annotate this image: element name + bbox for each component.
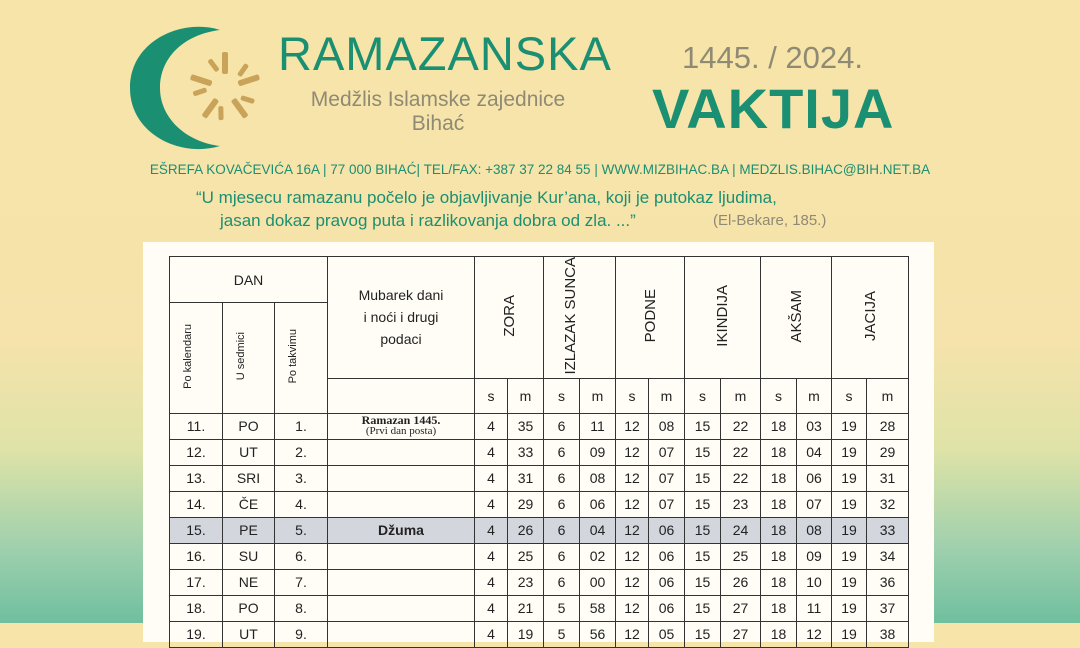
time-hours: 12	[616, 413, 649, 439]
time-minutes: 24	[721, 517, 761, 543]
prayer-header-ikindija	[685, 257, 761, 379]
table-row	[170, 543, 909, 569]
time-minutes: 03	[797, 413, 832, 439]
m-label: m	[508, 378, 544, 413]
time-minutes: 12	[797, 621, 832, 647]
time-hours: 18	[761, 517, 797, 543]
time-minutes: 00	[580, 569, 616, 595]
col-calendar-label: Po kalendaru	[182, 323, 194, 389]
time-hours: 19	[832, 465, 867, 491]
time-minutes: 06	[649, 595, 685, 621]
contact-line: EŠREFA KOVAČEVIĆA 16A | 77 000 BIHAĆ| TEL/FAX: +387 37 22 84 55 | WWW.MIZBIHAC.BA | MEDZLIS.BIHAC@BIH.NET.BA	[149, 162, 931, 177]
time-minutes: 23	[721, 491, 761, 517]
time-hours: 18	[761, 595, 797, 621]
time-hours: 6	[544, 413, 580, 439]
time-minutes: 38	[867, 621, 909, 647]
time-hours: 19	[832, 569, 867, 595]
col-count-header	[275, 303, 328, 414]
s-label: s	[475, 378, 508, 413]
time-hours: 19	[832, 439, 867, 465]
time-hours: 18	[761, 621, 797, 647]
time-minutes: 06	[649, 543, 685, 569]
note-subtitle: (Prvi dan posta)	[365, 425, 437, 438]
note-cell	[328, 465, 475, 491]
time-minutes: 06	[580, 491, 616, 517]
subtitle-line-1: Medžlis Islamske zajednice	[310, 88, 566, 111]
ramadan-day: 1.	[275, 413, 328, 439]
subtitle	[278, 88, 598, 136]
time-minutes: 08	[797, 517, 832, 543]
notes-header	[328, 257, 475, 379]
time-minutes: 07	[797, 491, 832, 517]
time-minutes: 58	[580, 595, 616, 621]
time-minutes: 26	[721, 569, 761, 595]
calendar-date: 15.	[170, 517, 223, 543]
time-hours: 5	[544, 621, 580, 647]
time-minutes: 26	[508, 517, 544, 543]
time-hours: 4	[475, 491, 508, 517]
notes-header-line-2: i noći i drugi	[363, 309, 439, 326]
ramadan-day: 9.	[275, 621, 328, 647]
ramadan-day: 7.	[275, 569, 328, 595]
time-minutes: 25	[721, 543, 761, 569]
prayer-header-izlazak	[544, 257, 616, 379]
table-row	[170, 595, 909, 621]
m-label: m	[721, 378, 761, 413]
time-hours: 15	[685, 439, 721, 465]
vaktija-title: VAKTIJA	[652, 77, 895, 140]
weekday: SU	[223, 543, 275, 569]
col-calendar-header	[170, 303, 223, 414]
time-minutes: 08	[580, 465, 616, 491]
time-hours: 4	[475, 621, 508, 647]
time-hours: 12	[616, 491, 649, 517]
time-minutes: 02	[580, 543, 616, 569]
time-minutes: 07	[649, 439, 685, 465]
time-minutes: 06	[797, 465, 832, 491]
time-minutes: 11	[580, 413, 616, 439]
time-hours: 6	[544, 517, 580, 543]
time-minutes: 22	[721, 413, 761, 439]
table-row	[170, 569, 909, 595]
calendar-date: 18.	[170, 595, 223, 621]
note-cell	[328, 595, 475, 621]
time-hours: 18	[761, 543, 797, 569]
time-minutes: 27	[721, 621, 761, 647]
weekday: PO	[223, 595, 275, 621]
note-title: Ramazan 1445.	[361, 413, 441, 428]
time-minutes: 22	[721, 439, 761, 465]
prayer-header-jacija	[832, 257, 909, 379]
prayer-header-aksam	[761, 257, 832, 379]
time-hours: 12	[616, 595, 649, 621]
time-hours: 6	[544, 439, 580, 465]
time-minutes: 31	[508, 465, 544, 491]
time-minutes: 27	[721, 595, 761, 621]
time-minutes: 07	[649, 491, 685, 517]
time-minutes: 29	[867, 439, 909, 465]
time-hours: 4	[475, 517, 508, 543]
time-hours: 4	[475, 413, 508, 439]
time-minutes: 37	[867, 595, 909, 621]
time-hours: 15	[685, 517, 721, 543]
time-minutes: 22	[721, 465, 761, 491]
weekday: SRI	[223, 465, 275, 491]
time-minutes: 33	[867, 517, 909, 543]
crescent-star-logo-icon	[128, 26, 263, 150]
time-hours: 6	[544, 465, 580, 491]
weekday: PO	[223, 413, 275, 439]
page-title: RAMAZANSKA	[278, 27, 612, 80]
note-label: Džuma	[378, 522, 424, 539]
note-cell	[328, 439, 475, 465]
time-hours: 4	[475, 595, 508, 621]
time-minutes: 28	[867, 413, 909, 439]
time-hours: 19	[832, 413, 867, 439]
quote-line-1: “U mjesecu ramazanu počelo je objavljivanje Kur’ana, koji je putokaz ljudima,	[196, 188, 777, 207]
time-minutes: 25	[508, 543, 544, 569]
time-hours: 12	[616, 543, 649, 569]
year: 1445. / 2024.	[682, 40, 863, 75]
m-label: m	[797, 378, 832, 413]
notes-header-line-3: podaci	[380, 331, 422, 348]
dan-header: DAN	[170, 257, 328, 303]
calendar-date: 17.	[170, 569, 223, 595]
time-hours: 15	[685, 491, 721, 517]
quote-line-2: jasan dokaz pravog puta i razlikovanja dobra od zla. ...”	[220, 211, 636, 230]
time-hours: 19	[832, 517, 867, 543]
time-minutes: 23	[508, 569, 544, 595]
prayer-label-jacija: JACIJA	[861, 290, 879, 341]
time-hours: 18	[761, 569, 797, 595]
time-minutes: 29	[508, 491, 544, 517]
table-row	[170, 621, 909, 647]
time-minutes: 09	[797, 543, 832, 569]
prayer-label-aksam: AKŠAM	[787, 289, 805, 343]
time-hours: 19	[832, 621, 867, 647]
notes-subheader	[328, 378, 475, 413]
calendar-date: 16.	[170, 543, 223, 569]
time-hours: 12	[616, 517, 649, 543]
time-hours: 18	[761, 413, 797, 439]
time-hours: 4	[475, 439, 508, 465]
time-minutes: 34	[867, 543, 909, 569]
note-cell	[328, 621, 475, 647]
calendar-date: 19.	[170, 621, 223, 647]
time-hours: 6	[544, 491, 580, 517]
time-minutes: 07	[649, 465, 685, 491]
prayer-label-izlazak: IZLAZAK SUNCA	[561, 257, 579, 375]
time-hours: 19	[832, 543, 867, 569]
s-label: s	[832, 378, 867, 413]
note-cell	[328, 517, 475, 543]
time-minutes: 35	[508, 413, 544, 439]
time-hours: 15	[685, 543, 721, 569]
notes-header-line-1: Mubarek dani	[358, 287, 444, 304]
weekday: ČE	[223, 491, 275, 517]
calendar-date: 14.	[170, 491, 223, 517]
time-hours: 12	[616, 439, 649, 465]
prayer-header-zora	[475, 257, 544, 379]
time-hours: 18	[761, 465, 797, 491]
ramadan-day: 4.	[275, 491, 328, 517]
time-minutes: 10	[797, 569, 832, 595]
table-row	[170, 465, 909, 491]
time-hours: 18	[761, 439, 797, 465]
time-hours: 15	[685, 569, 721, 595]
time-minutes: 04	[797, 439, 832, 465]
table-row	[170, 517, 909, 543]
calendar-date: 12.	[170, 439, 223, 465]
s-label: s	[616, 378, 649, 413]
subtitle-line-2: Bihać	[411, 112, 465, 135]
ramadan-day: 6.	[275, 543, 328, 569]
weekday: UT	[223, 439, 275, 465]
time-hours: 5	[544, 595, 580, 621]
col-week-header	[223, 303, 275, 414]
time-hours: 4	[475, 543, 508, 569]
time-minutes: 11	[797, 595, 832, 621]
ramadan-day: 2.	[275, 439, 328, 465]
prayer-label-ikindija: IKINDIJA	[714, 284, 731, 347]
col-week-label: U sedmici	[234, 332, 247, 381]
time-hours: 19	[832, 491, 867, 517]
m-label: m	[580, 378, 616, 413]
time-hours: 15	[685, 413, 721, 439]
time-minutes: 56	[580, 621, 616, 647]
table-body	[170, 413, 909, 647]
prayer-label-podne: PODNE	[641, 289, 659, 343]
time-hours: 4	[475, 569, 508, 595]
note-cell	[328, 491, 475, 517]
time-minutes: 04	[580, 517, 616, 543]
col-count-label: Po takvimu	[287, 329, 299, 384]
time-hours: 19	[832, 595, 867, 621]
calendar-date: 11.	[170, 413, 223, 439]
s-label: s	[761, 378, 797, 413]
header	[0, 0, 1080, 240]
quote-source: (El-Bekare, 185.)	[713, 212, 827, 229]
time-minutes: 05	[649, 621, 685, 647]
time-minutes: 08	[649, 413, 685, 439]
table-row	[170, 491, 909, 517]
time-hours: 18	[761, 491, 797, 517]
time-minutes: 06	[649, 569, 685, 595]
m-label: m	[649, 378, 685, 413]
time-hours: 12	[616, 465, 649, 491]
weekday: PE	[223, 517, 275, 543]
time-minutes: 32	[867, 491, 909, 517]
time-hours: 12	[616, 621, 649, 647]
note-cell	[328, 413, 475, 439]
time-minutes: 33	[508, 439, 544, 465]
s-label: s	[544, 378, 580, 413]
time-hours: 4	[475, 465, 508, 491]
s-label: s	[685, 378, 721, 413]
time-minutes: 36	[867, 569, 909, 595]
time-minutes: 31	[867, 465, 909, 491]
note-cell	[328, 543, 475, 569]
time-hours: 6	[544, 569, 580, 595]
time-hours: 15	[685, 621, 721, 647]
ramadan-day: 8.	[275, 595, 328, 621]
prayer-label-zora: ZORA	[500, 294, 518, 337]
time-minutes: 09	[580, 439, 616, 465]
time-minutes: 21	[508, 595, 544, 621]
ramadan-day: 5.	[275, 517, 328, 543]
time-hours: 6	[544, 543, 580, 569]
time-hours: 15	[685, 595, 721, 621]
note-cell	[328, 569, 475, 595]
prayer-header-podne	[616, 257, 685, 379]
weekday: NE	[223, 569, 275, 595]
ramadan-day: 3.	[275, 465, 328, 491]
weekday: UT	[223, 621, 275, 647]
time-minutes: 19	[508, 621, 544, 647]
time-minutes: 06	[649, 517, 685, 543]
vaktija-table	[169, 256, 909, 648]
m-label: m	[867, 378, 909, 413]
table-row	[170, 413, 909, 439]
table-row	[170, 439, 909, 465]
time-hours: 12	[616, 569, 649, 595]
time-hours: 15	[685, 465, 721, 491]
calendar-date: 13.	[170, 465, 223, 491]
